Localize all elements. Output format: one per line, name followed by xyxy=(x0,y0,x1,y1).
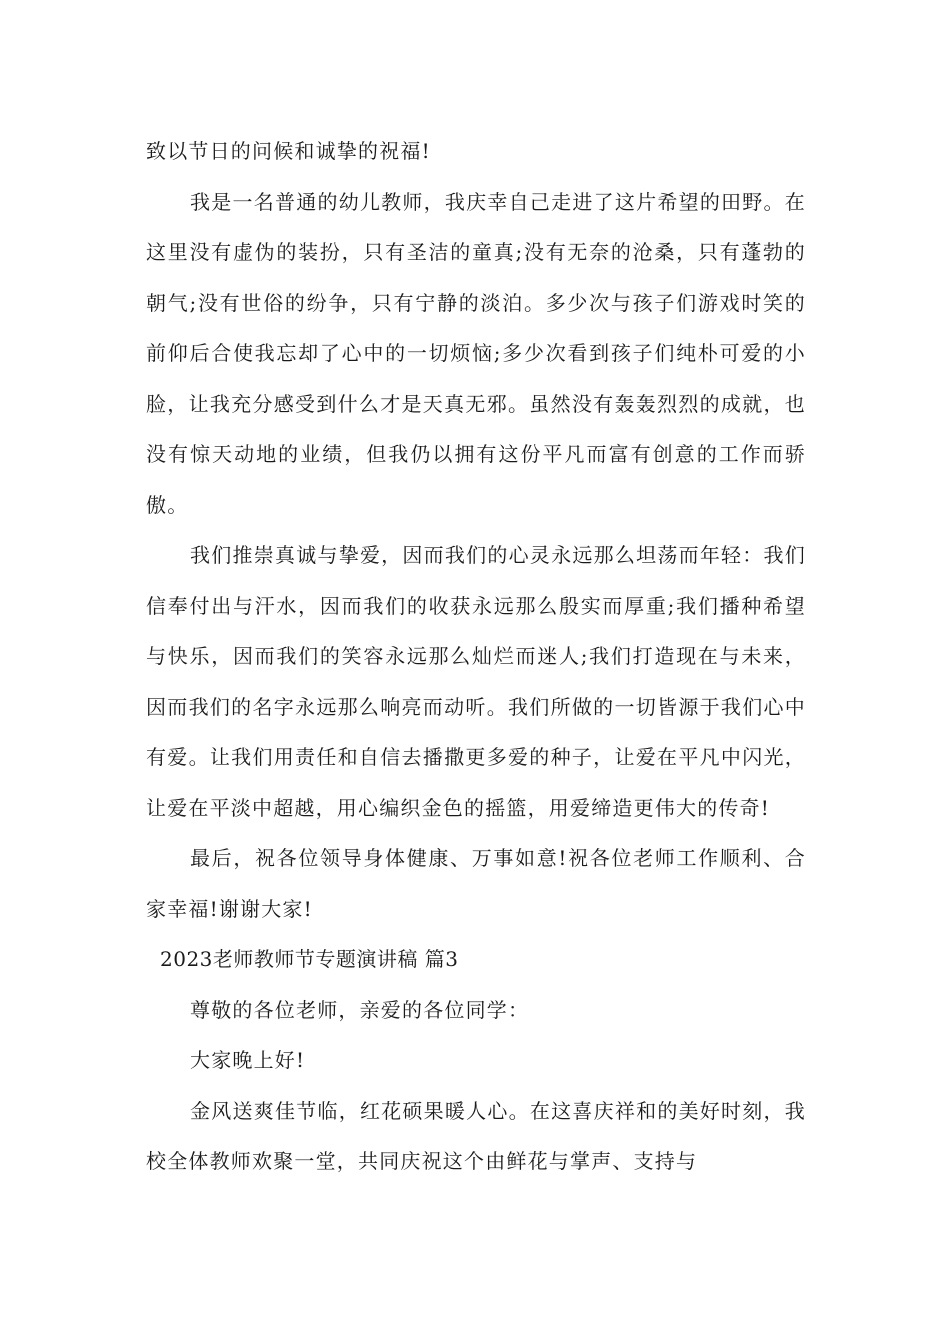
paragraph-good-evening: 大家晚上好! xyxy=(190,1048,306,1072)
paragraph-sincerity-and-love: 我们推崇真诚与挚爱，因而我们的心灵永远那么坦荡而年轻：我们信奉付出与汗水，因而我们的收获永远那么殷实而厚重;我们播种希望与快乐，因而我们的笑容永远那么灿烂而迷人;我们打造现在与未来，因而我们的名字永远那么响亮而动听。我们所做的一切皆源于我们心中有爱。让我们用责任和自信去播撒更多爱的种子，让爱在平凡中闪光，让爱在平淡中超越，用心编织金色的摇篮，用爱缔造更伟大的传奇! xyxy=(146,543,806,820)
paragraph-salutation: 尊敬的各位老师，亲爱的各位同学： xyxy=(190,997,530,1022)
paragraph-greeting-end: 致以节日的问候和诚挚的祝福! xyxy=(146,139,431,163)
section-heading: 2023老师教师节专题演讲稿 篇3 xyxy=(160,947,459,971)
paragraph-kindergarten-teacher: 我是一名普通的幼儿教师，我庆幸自己走进了这片希望的田野。在这里没有虚伪的装扮，只有圣洁的童真;没有无奈的沧桑，只有蓬勃的朝气;没有世俗的纷争，只有宁静的淡泊。多少次与孩子们游戏时笑的前仰后合使我忘却了心中的一切烦恼;多少次看到孩子们纯朴可爱的小脸，让我充分感受到什么才是天真无邪。虽然没有轰轰烈烈的成就，也没有惊天动地的业绩，但我仍以拥有这份平凡而富有创意的工作而骄傲。 xyxy=(146,189,806,517)
paragraph-golden-wind: 金风送爽佳节临，红花硕果暖人心。在这喜庆祥和的美好时刻，我校全体教师欢聚一堂，共同庆祝这个由鲜花与掌声、支持与 xyxy=(146,1098,806,1173)
document-page xyxy=(146,126,806,1187)
paragraph-closing-wishes: 最后，祝各位领导身体健康、万事如意!祝各位老师工作顺利、合家幸福!谢谢大家! xyxy=(146,846,806,921)
